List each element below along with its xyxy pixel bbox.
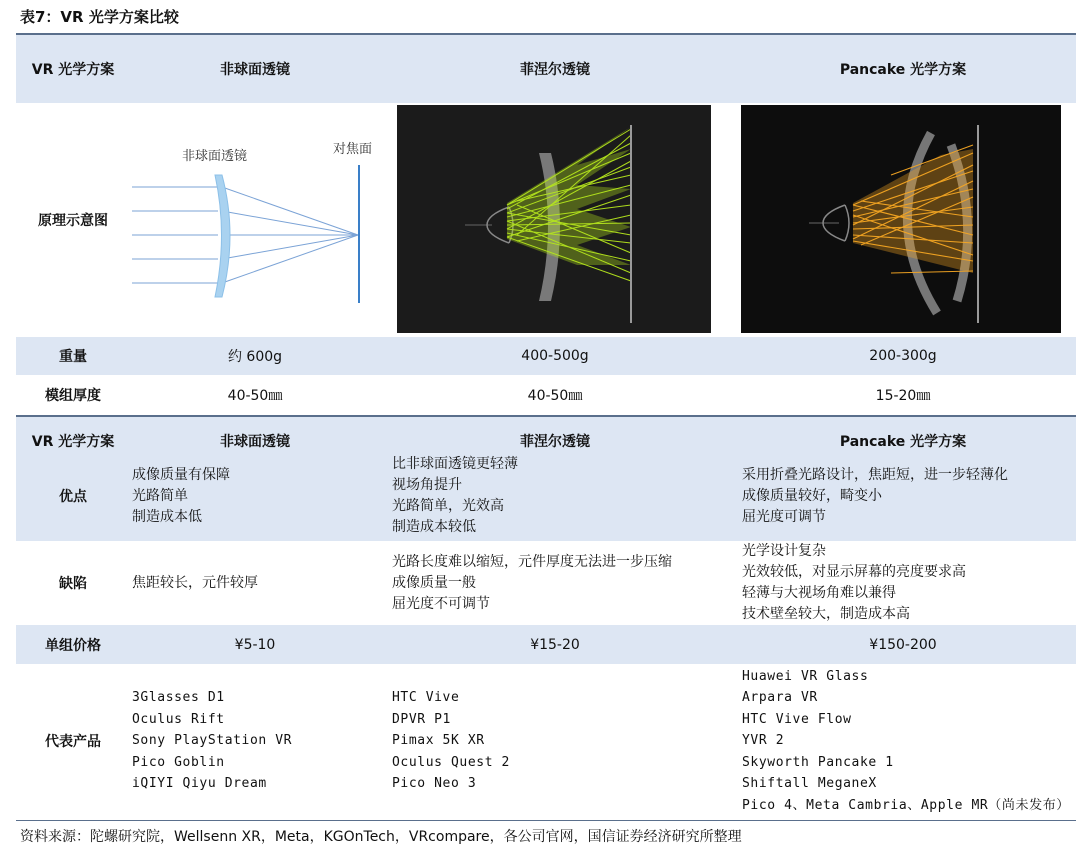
- table-bottom-rule: [16, 820, 1076, 821]
- thickness-fresnel: 40-50㎜: [527, 388, 583, 404]
- weight-pancake: 200-300g: [869, 348, 937, 364]
- list-item: Oculus Rift: [132, 711, 225, 727]
- diagram-row-label: 原理示意图: [38, 213, 108, 229]
- thickness-aspheric: 40-50㎜: [227, 388, 283, 404]
- header-col1: 非球面透镜: [220, 62, 290, 78]
- list-item: 屈光度可调节: [742, 508, 826, 525]
- pros-label: 优点: [59, 489, 87, 505]
- price-aspheric: ¥5-10: [234, 636, 276, 653]
- products-fresnel: [380, 687, 730, 795]
- aspheric-lens-diagram: [130, 135, 390, 310]
- price-fresnel: ¥15-20: [530, 636, 580, 653]
- focal-plane-label: 对焦面: [333, 142, 373, 157]
- list-item: HTC Vive: [392, 690, 460, 706]
- list-item: 成像质量有保障: [132, 466, 230, 483]
- cons-row: [16, 541, 1076, 625]
- header2-col0: VR 光学方案: [31, 434, 115, 450]
- list-item: HTC Vive Flow: [742, 711, 852, 727]
- price-pancake: ¥150-200: [869, 636, 937, 653]
- list-item: Pico Goblin: [132, 754, 225, 770]
- list-item: Arpara VR: [742, 690, 818, 706]
- products-aspheric: [130, 687, 380, 795]
- header2-col3: Pancake 光学方案: [839, 434, 967, 450]
- list-item: 成像质量较好，畸变小: [742, 487, 882, 504]
- aspheric-lens-shape: [215, 175, 230, 297]
- products-row: [16, 664, 1076, 818]
- list-item: 光学设计复杂: [742, 543, 826, 559]
- list-item: Pico Neo 3: [392, 776, 477, 792]
- products-pancake: [730, 666, 1076, 817]
- list-item: 光路长度难以缩短，元件厚度无法进一步压缩: [392, 553, 672, 570]
- list-item: 轻薄与大视场角难以兼得: [742, 585, 896, 601]
- list-item: 成像质量一般: [392, 574, 476, 591]
- pros-aspheric: [130, 465, 380, 528]
- pros-row: [16, 452, 1076, 540]
- list-item: 制造成本低: [132, 508, 202, 525]
- list-item: 光路简单: [132, 487, 188, 504]
- header-col0: VR 光学方案: [31, 62, 115, 78]
- list-item: 比非球面透镜更轻薄: [392, 456, 518, 472]
- cons-pancake: [730, 541, 1076, 625]
- weight-label: 重量: [59, 349, 87, 365]
- products-label: 代表产品: [45, 734, 101, 750]
- header2-col1: 非球面透镜: [220, 434, 290, 450]
- header-col3: Pancake 光学方案: [839, 62, 967, 78]
- pros-pancake: [730, 465, 1076, 528]
- aspheric-lens-label: 非球面透镜: [182, 149, 248, 164]
- list-item: Shiftall MeganeX: [742, 776, 877, 792]
- weight-aspheric: 约 600g: [227, 349, 283, 365]
- pros-fresnel: [380, 454, 730, 538]
- source-note: 资料来源：陀螺研究院，Wellsenn XR，Meta，KGOnTech，VRcompare，各公司官网，国信证券经济研究所整理: [20, 829, 742, 845]
- list-item: 焦距较长，元件较厚: [132, 574, 258, 591]
- thickness-label: 模组厚度: [45, 388, 101, 404]
- list-item: Pimax 5K XR: [392, 733, 485, 749]
- list-item: Skyworth Pancake 1: [742, 754, 894, 770]
- cons-aspheric: [130, 573, 380, 594]
- pancake-optics-diagram: [741, 105, 1061, 333]
- price-label: 单组价格: [45, 637, 101, 654]
- price-row: [16, 625, 1076, 664]
- cons-fresnel: [380, 552, 730, 615]
- thickness-pancake: 15-20㎜: [875, 388, 931, 404]
- list-item: 制造成本较低: [392, 519, 476, 535]
- list-item: Oculus Quest 2: [392, 754, 510, 770]
- list-item: iQIYI Qiyu Dream: [132, 776, 267, 792]
- thickness-row: [16, 375, 1076, 415]
- list-item: 光效较低，对显示屏幕的亮度要求高: [742, 564, 966, 580]
- list-item: 视场角提升: [392, 477, 462, 493]
- list-item: 3Glasses D1: [132, 690, 225, 706]
- list-item: Huawei VR Glass: [742, 668, 869, 684]
- header2-col2: 菲涅尔透镜: [520, 434, 590, 450]
- header-row: [16, 35, 1076, 103]
- list-item: 采用折叠光路设计，焦距短，进一步轻薄化: [742, 466, 1008, 483]
- list-item: 屈光度不可调节: [392, 595, 490, 612]
- weight-row: [16, 337, 1076, 375]
- list-item: 光路简单，光效高: [392, 498, 504, 514]
- list-item: 技术壁垒较大，制造成本高: [742, 606, 910, 622]
- list-item: YVR 2: [742, 733, 785, 749]
- fresnel-lens-diagram: [397, 105, 711, 333]
- cons-label: 缺陷: [59, 576, 87, 592]
- weight-fresnel: 400-500g: [521, 348, 589, 364]
- list-item: Pico 4、Meta Cambria、Apple MR（尚未发布）: [742, 797, 1070, 813]
- list-item: Sony PlayStation VR: [132, 733, 293, 749]
- list-item: DPVR P1: [392, 711, 451, 727]
- header-col2: 菲涅尔透镜: [520, 62, 590, 78]
- table-caption: 表7：VR 光学方案比较: [20, 8, 179, 26]
